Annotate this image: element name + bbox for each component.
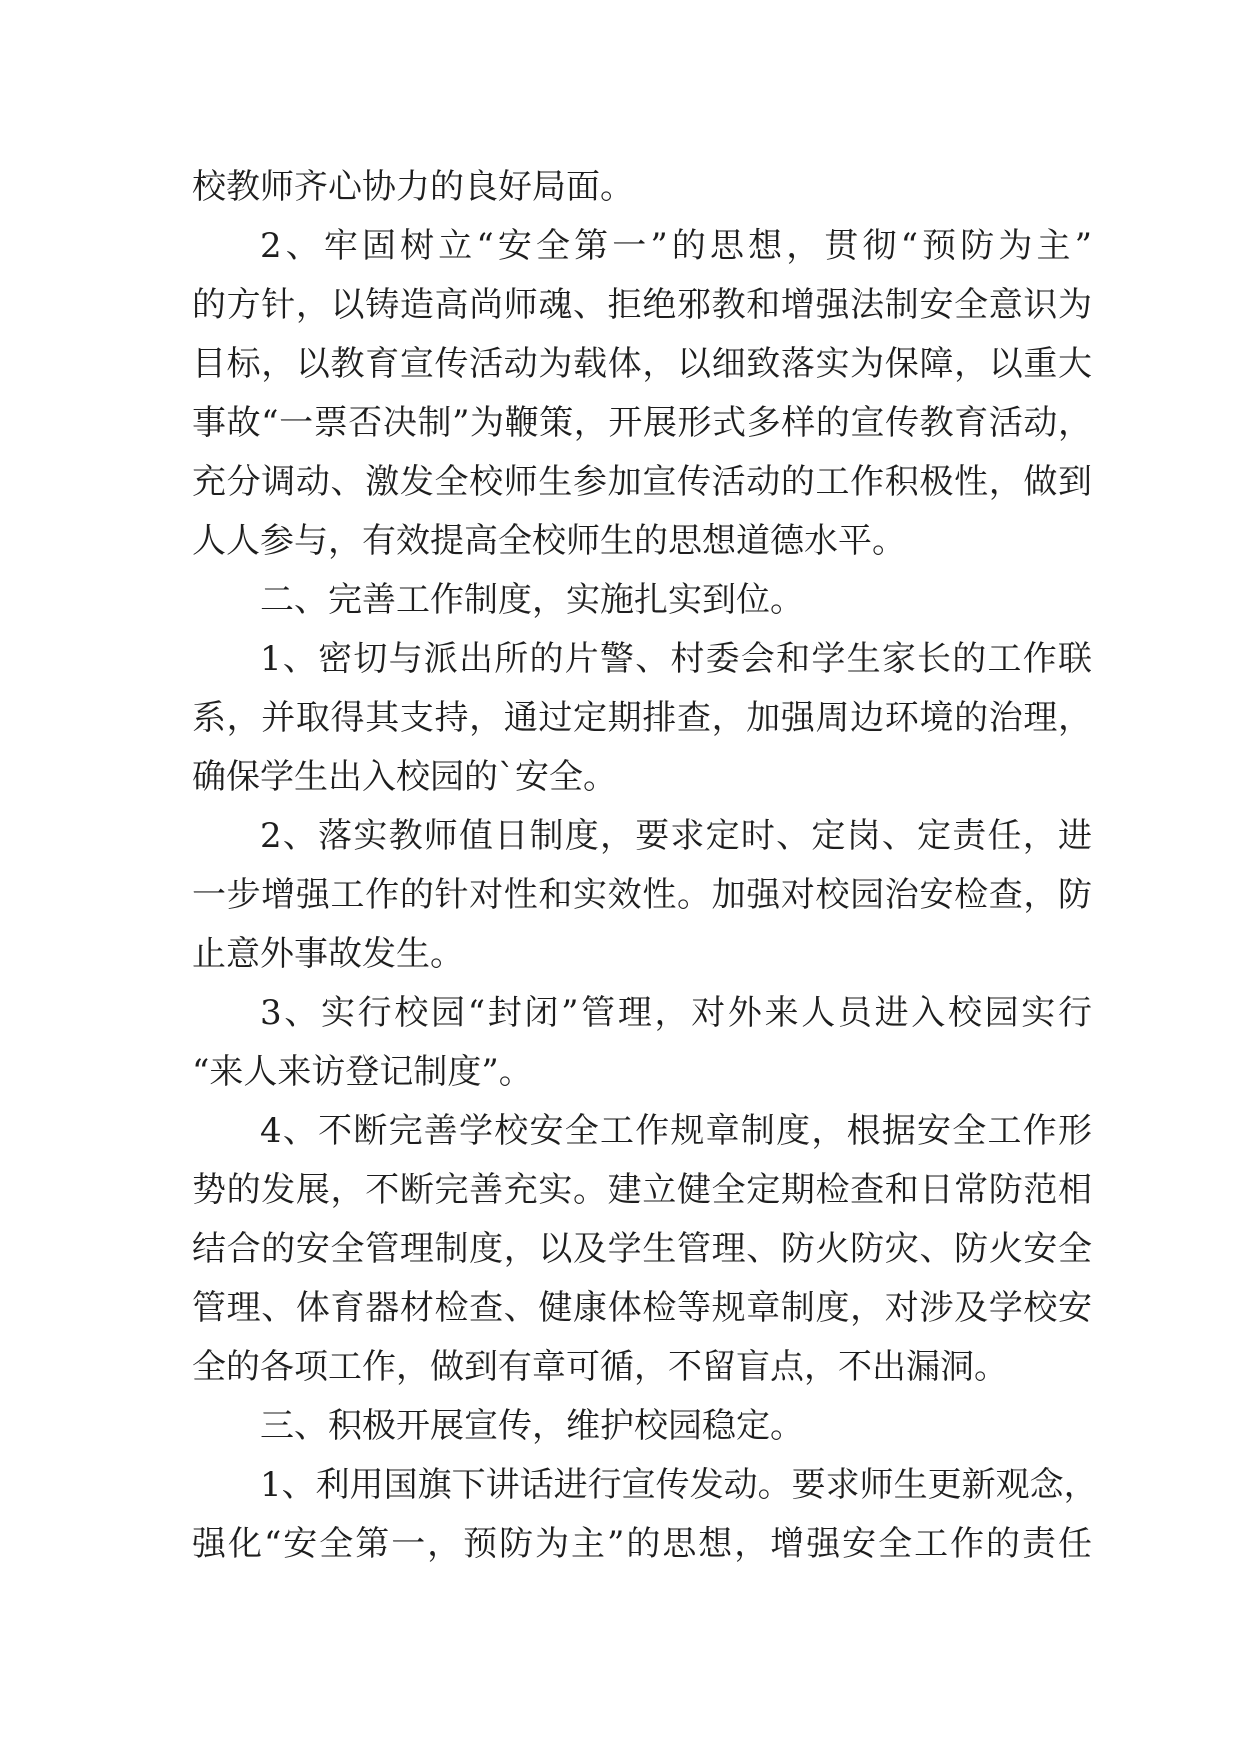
section-heading: 三、积极开展宣传，维护校园稳定。 [260, 1406, 804, 1446]
text-line: 1、密切与派出所的片警、村委会和学生家长的工作联 [260, 639, 1092, 679]
document-body [192, 158, 1098, 1574]
text-line: 势的发展，不断完善充实。建立健全定期检查和日常防范相 [192, 1170, 1092, 1210]
text-line: 的方针，以铸造高尚师魂、拒绝邪教和增强法制安全意识为 [192, 285, 1092, 325]
text-line: 人人参与，有效提高全校师生的思想道德水平。 [192, 521, 906, 561]
text-line: 一步增强工作的针对性和实效性。加强对校园治安检查，防 [192, 875, 1092, 915]
text-line: 管理、体育器材检查、健康体检等规章制度，对涉及学校安 [192, 1288, 1092, 1328]
text-line: 止意外事故发生。 [192, 934, 464, 974]
text-line: 4、不断完善学校安全工作规章制度，根据安全工作形 [260, 1111, 1092, 1151]
text-line: 充分调动、激发全校师生参加宣传活动的工作积极性，做到 [192, 462, 1092, 502]
text-line: 确保学生出入校园的`安全。 [192, 757, 617, 797]
text-line: 校教师齐心协力的良好局面。 [192, 167, 634, 207]
text-line: 事故“一票否决制”为鞭策，开展形式多样的宣传教育活动， [192, 403, 1092, 443]
text-line: 全的各项工作，做到有章可循，不留盲点，不出漏洞。 [192, 1347, 1008, 1387]
text-line: 3、实行校园“封闭”管理，对外来人员进入校园实行 [260, 993, 1092, 1033]
text-line: 2、落实教师值日制度，要求定时、定岗、定责任，进 [260, 816, 1092, 856]
text-line: 1、利用国旗下讲话进行宣传发动。要求师生更新观念， [260, 1465, 1098, 1505]
text-line: 目标，以教育宣传活动为载体，以细致落实为保障，以重大 [192, 344, 1092, 384]
text-line: 2、牢固树立“安全第一”的思想，贯彻“预防为主” [260, 226, 1092, 266]
text-line: 结合的安全管理制度，以及学生管理、防火防灾、防火安全 [192, 1229, 1092, 1269]
text-line: 系，并取得其支持，通过定期排查，加强周边环境的治理， [192, 698, 1092, 738]
section-heading: 二、完善工作制度，实施扎实到位。 [260, 580, 804, 620]
text-line: “来人来访登记制度”。 [192, 1052, 533, 1092]
text-line: 强化“安全第一，预防为主”的思想，增强安全工作的责任 [192, 1524, 1092, 1564]
